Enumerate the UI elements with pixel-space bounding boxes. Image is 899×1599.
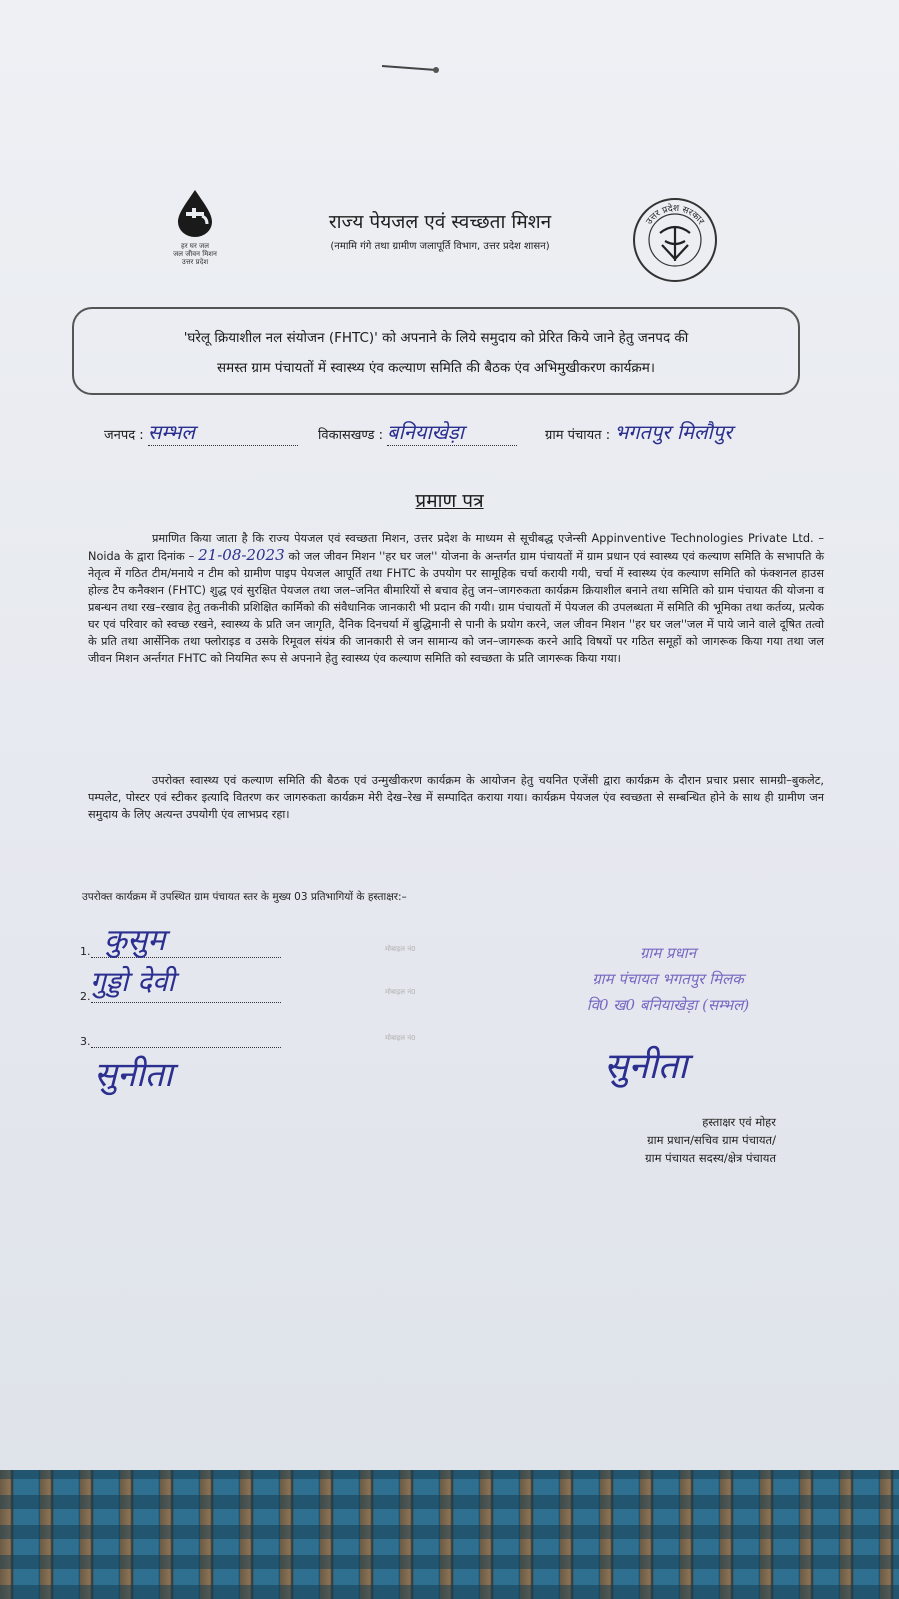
block-field	[318, 418, 517, 446]
participant-signature-3: सुनीता	[94, 1055, 173, 1095]
block-label: विकासखण्ड :	[318, 428, 384, 443]
woven-cot-background	[0, 1470, 899, 1599]
district-field	[104, 418, 298, 446]
har-ghar-jal-logo	[160, 188, 230, 268]
mission-subtitle: (नमामि गंगे तथा ग्रामीण जलापूर्ति विभाग, उत्तर प्रदेश शासन)	[330, 241, 550, 252]
pradhan-signature: सुनीता	[604, 1046, 688, 1087]
para1-rest: को जल जीवन मिशन ''हर घर जल'' योजना के अन्तर्गत ग्राम पंचायतों में ग्राम प्रधान एवं स्वास्थ्य एवं कल्याण समिति के सभापति के नेतृत्व में गठित टीम/मनाये न टीम को ग्रामीण पाइप पेयजल आपूर्ति तथा FHTC के उपयोग पर सामूहिक चर्चा करायी गयी, चर्चा में स्वास्थ्य एंव कल्याण समिति को फंक्शनल हाउस होल्ड टैप कनैक्शन (FHTC) शुद्ध एवं सुरक्षित पेयजल तथा जल–जनित बीमारियों से बचाव हेतु जन–जागरुकता कार्यक्रम क्रियाशील बनाने तथा समिति को ग्राम पंचायत की योजना व प्रबन्धन तथा रख–रखाव हेतु तकनीकी प्रशिक्षित कार्मिको की संवैधानिक जानकारी भी प्रदान की गयी। ग्राम पंचायतों में पेयजल की उपलब्धता में समिति की भूमिका तथा कर्तव्य, प्रत्येक घर एवं परिवार को स्वच्छ रखने, स्वास्थ्य के प्रति जन जागृति, दैनिक दिनचर्या में बुद्धिमानी से पानी के प्रयोग करने, जल जीवन मिशन ''हर घर जल''जल में पाये जाने वाले दूषित तत्वो के प्रति तथा आर्सेनिक तथा फ्लोराइड व उसके रिमूवल संयंत्र की जानकारी से जन सामान्य को जन–जागरूक करने आदि विषयों पर गठित समूहों को जागरूक किया गया तथा जल जीवन मिशन अर्न्तगत FHTC को नियमित रूप से अपनाने हेतु स्वास्थ्य एंव कल्याण समिति को स्वच्छता के प्रति जागरूक किया गया।	[88, 550, 824, 665]
panchayat-value: भगतपुर मिलौपुर	[614, 420, 733, 444]
emblem-text: उत्तर प्रदेश सरकार	[644, 203, 706, 227]
banner-line-1: 'घरेलू क्रियाशील नल संयोजन (FHTC)' को अपनाने के लिये समुदाय को प्रेरित किये जाने हेतु जनपद की	[183, 330, 689, 346]
logo-caption-1: हर घर जल	[181, 242, 209, 250]
mission-title: राज्य पेयजल एवं स्वच्छता मिशन	[328, 211, 552, 233]
mobile-mark-1: मोबाइल नं0	[385, 945, 416, 953]
panchayat-field	[545, 418, 732, 445]
pin-icon	[380, 62, 442, 74]
participant-line-2: 2.	[80, 990, 281, 1003]
participant-signature-2: गुड्डो देवी	[90, 965, 175, 998]
caption-line-3: ग्राम पंचायत सदस्य/क्षेत्र पंचायत	[645, 1151, 776, 1165]
logo-caption-2: जल जीवन मिशन	[173, 250, 217, 258]
panchayat-label: ग्राम पंचायत :	[545, 428, 611, 443]
water-drop-icon	[172, 188, 218, 238]
participant-line-1: 1.	[80, 945, 281, 958]
certificate-paragraph-1	[88, 530, 824, 667]
stamp-line-3: वि0 ख0 बनियाखेड़ा (सम्भल)	[586, 996, 750, 1014]
para1-start: प्रमाणित किया जाता है कि राज्य पेयजल एवं स्वच्छता मिशन, उत्तर प्रदेश के माध्यम से सूचीबद्ध एजेन्सी Appinventive Technologies Private Ltd. – Noida के द्वारा दिनांक –	[88, 532, 824, 563]
caption-line-1: हस्ताक्षर एवं मोहर	[702, 1115, 776, 1129]
certificate-paragraph-2: उपरोक्त स्वास्थ्य एवं कल्याण समिति की बैठक एवं उन्मुखीकरण कार्यक्रम के आयोजन हेतु चयनित एजेंसी द्वारा कार्यक्रम के दौरान प्रचार प्रसार सामग्री–बुकलेट, पम्पलेट, पोस्टर एवं स्टीकर इत्यादि वितरण कर जागरुकता कार्यक्रम मेरी देख–रेख में सम्पादित कराया गया। कार्यक्रम पेयजल एंव स्वच्छता से सम्बन्धित होने के साथ ही ग्रामीण जन समुदाय के लिए अत्यन्त उपयोगी एंव लाभप्रद रहा।	[88, 774, 825, 821]
stamp-line-2: ग्राम पंचायत भगतपुर मिलक	[592, 970, 744, 988]
program-banner	[72, 307, 800, 395]
participant-signature-1: कुसुम	[104, 923, 166, 958]
mobile-mark-3: मोबाइल नं0	[385, 1034, 416, 1042]
certificate-title: प्रमाण पत्र	[415, 490, 484, 512]
signature-caption	[556, 1113, 776, 1167]
block-value: बनियाखेड़ा	[387, 418, 517, 446]
logo-caption-3: उत्तर प्रदेश	[181, 258, 209, 266]
banner-line-2: समस्त ग्राम पंचायतों में स्वास्थ्य एंव कल्याण समिति की बैठक एंव अभिमुखीकरण कार्यक्रम।	[217, 360, 655, 376]
mobile-mark-2: मोबाइल नं0	[385, 988, 416, 996]
stamp-line-1: ग्राम प्रधान	[639, 944, 697, 962]
participants-intro: उपरोक्त कार्यक्रम में उपस्थित ग्राम पंचायत स्तर के मुख्य 03 प्रतिभागियों के हस्ताक्षर:–	[82, 891, 407, 903]
caption-line-2: ग्राम प्रधान/सचिव ग्राम पंचायत/	[647, 1133, 776, 1147]
up-government-emblem	[632, 197, 718, 283]
certificate-date: 21-08-2023	[198, 546, 285, 564]
pradhan-stamp	[548, 940, 788, 1018]
participant-line-3: 3.	[80, 1035, 281, 1048]
district-label: जनपद :	[104, 428, 144, 443]
district-value: सम्भल	[148, 418, 298, 446]
